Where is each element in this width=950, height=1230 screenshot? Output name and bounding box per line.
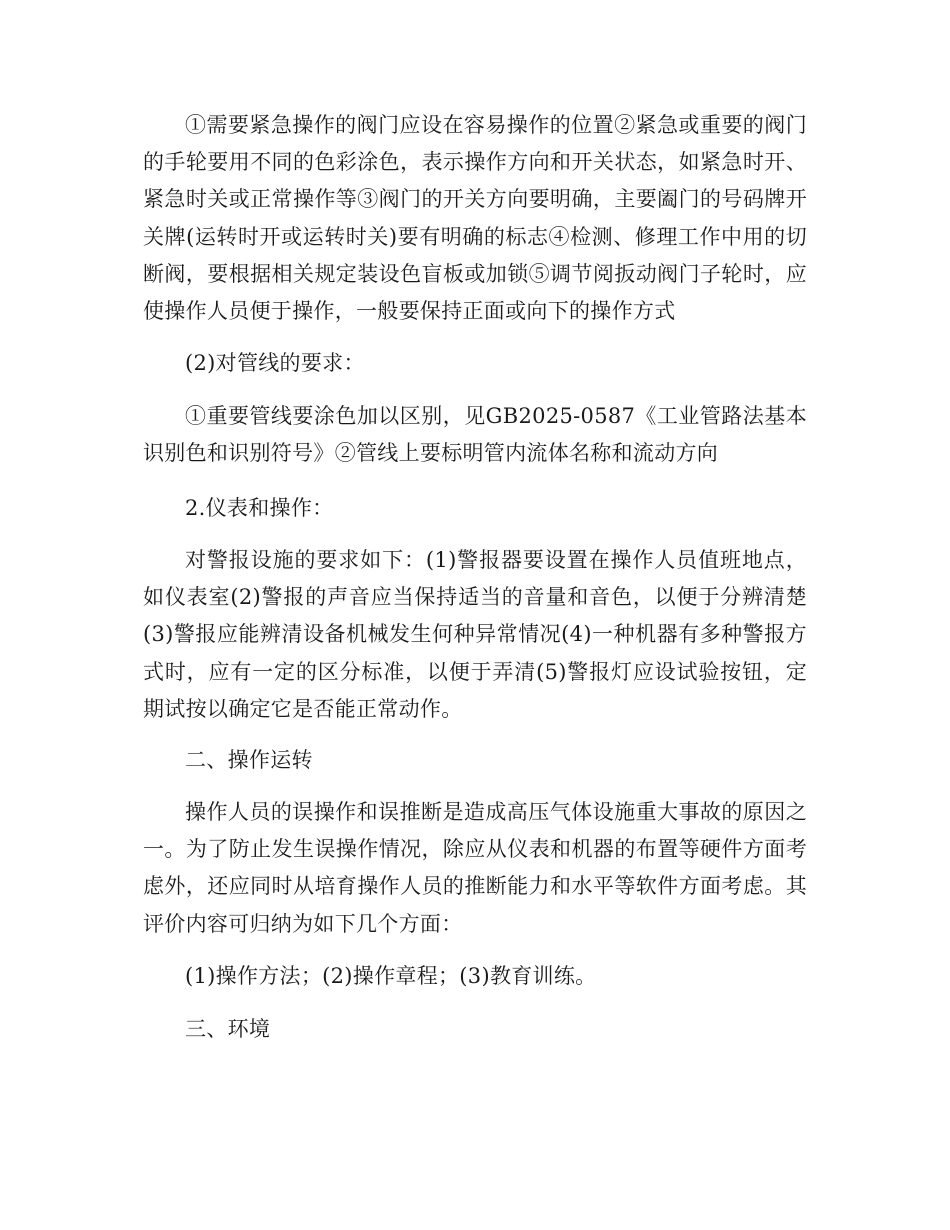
paragraph-instrument-heading: 2.仪表和操作： xyxy=(185,496,334,520)
paragraph-pipeline-requirements: ①重要管线要涂色加以区别，见GB2025-0587《工业管路法基本识别色和识别符号》②管线上要标明管内流体名称和流动方向 xyxy=(143,404,807,466)
paragraph-operation-errors: 操作人员的误操作和误推断是造成高压气体设施重大事故的原因之一。为了防止发生误操作情况，除应从仪表和机器的布置等硬件方面考虑外，还应同时从培育操作人员的推断能力和水平等软件方面考虑。其评价内容可归纳为如下几个方面： xyxy=(143,800,807,936)
paragraph-evaluation-aspects: (1)操作方法；(2)操作章程；(3)教育训练。 xyxy=(185,964,597,988)
paragraph-alarm-requirements: 对警报设施的要求如下：(1)警报器要设置在操作人员值班地点，如仪表室(2)警报的声音应当保持适当的音量和音色，以便于分辨清楚(3)警报应能辨清设备机械发生何种异常情况(4)一种机器有多种警报方式时，应有一定的区分标准，以便于弄清(5)警报灯应设试验按钮，定期试按以确定它是否能正常动作。 xyxy=(143,548,807,721)
section-heading-operation: 二、操作运转 xyxy=(185,748,313,772)
paragraph-valve-requirements: ①需要紧急操作的阀门应设在容易操作的位置②紧急或重要的阀门的手轮要用不同的色彩涂色，表示操作方向和开关状态，如紧急时开、紧急时关或正常操作等③阀门的开关方向要明确，主要阖门的号码牌开关牌(运转时开或运转时关)要有明确的标志④检测、修理工作中用的切断阀，要根据相关规定装设色盲板或加锁⑤调节阅扳动阀门子轮时，应使操作人员便于操作，一般要保持正面或向下的操作方式 xyxy=(143,113,807,324)
section-heading-environment: 三、环境 xyxy=(185,1017,271,1041)
paragraph-pipeline-heading: (2)对管线的要求： xyxy=(185,351,365,375)
